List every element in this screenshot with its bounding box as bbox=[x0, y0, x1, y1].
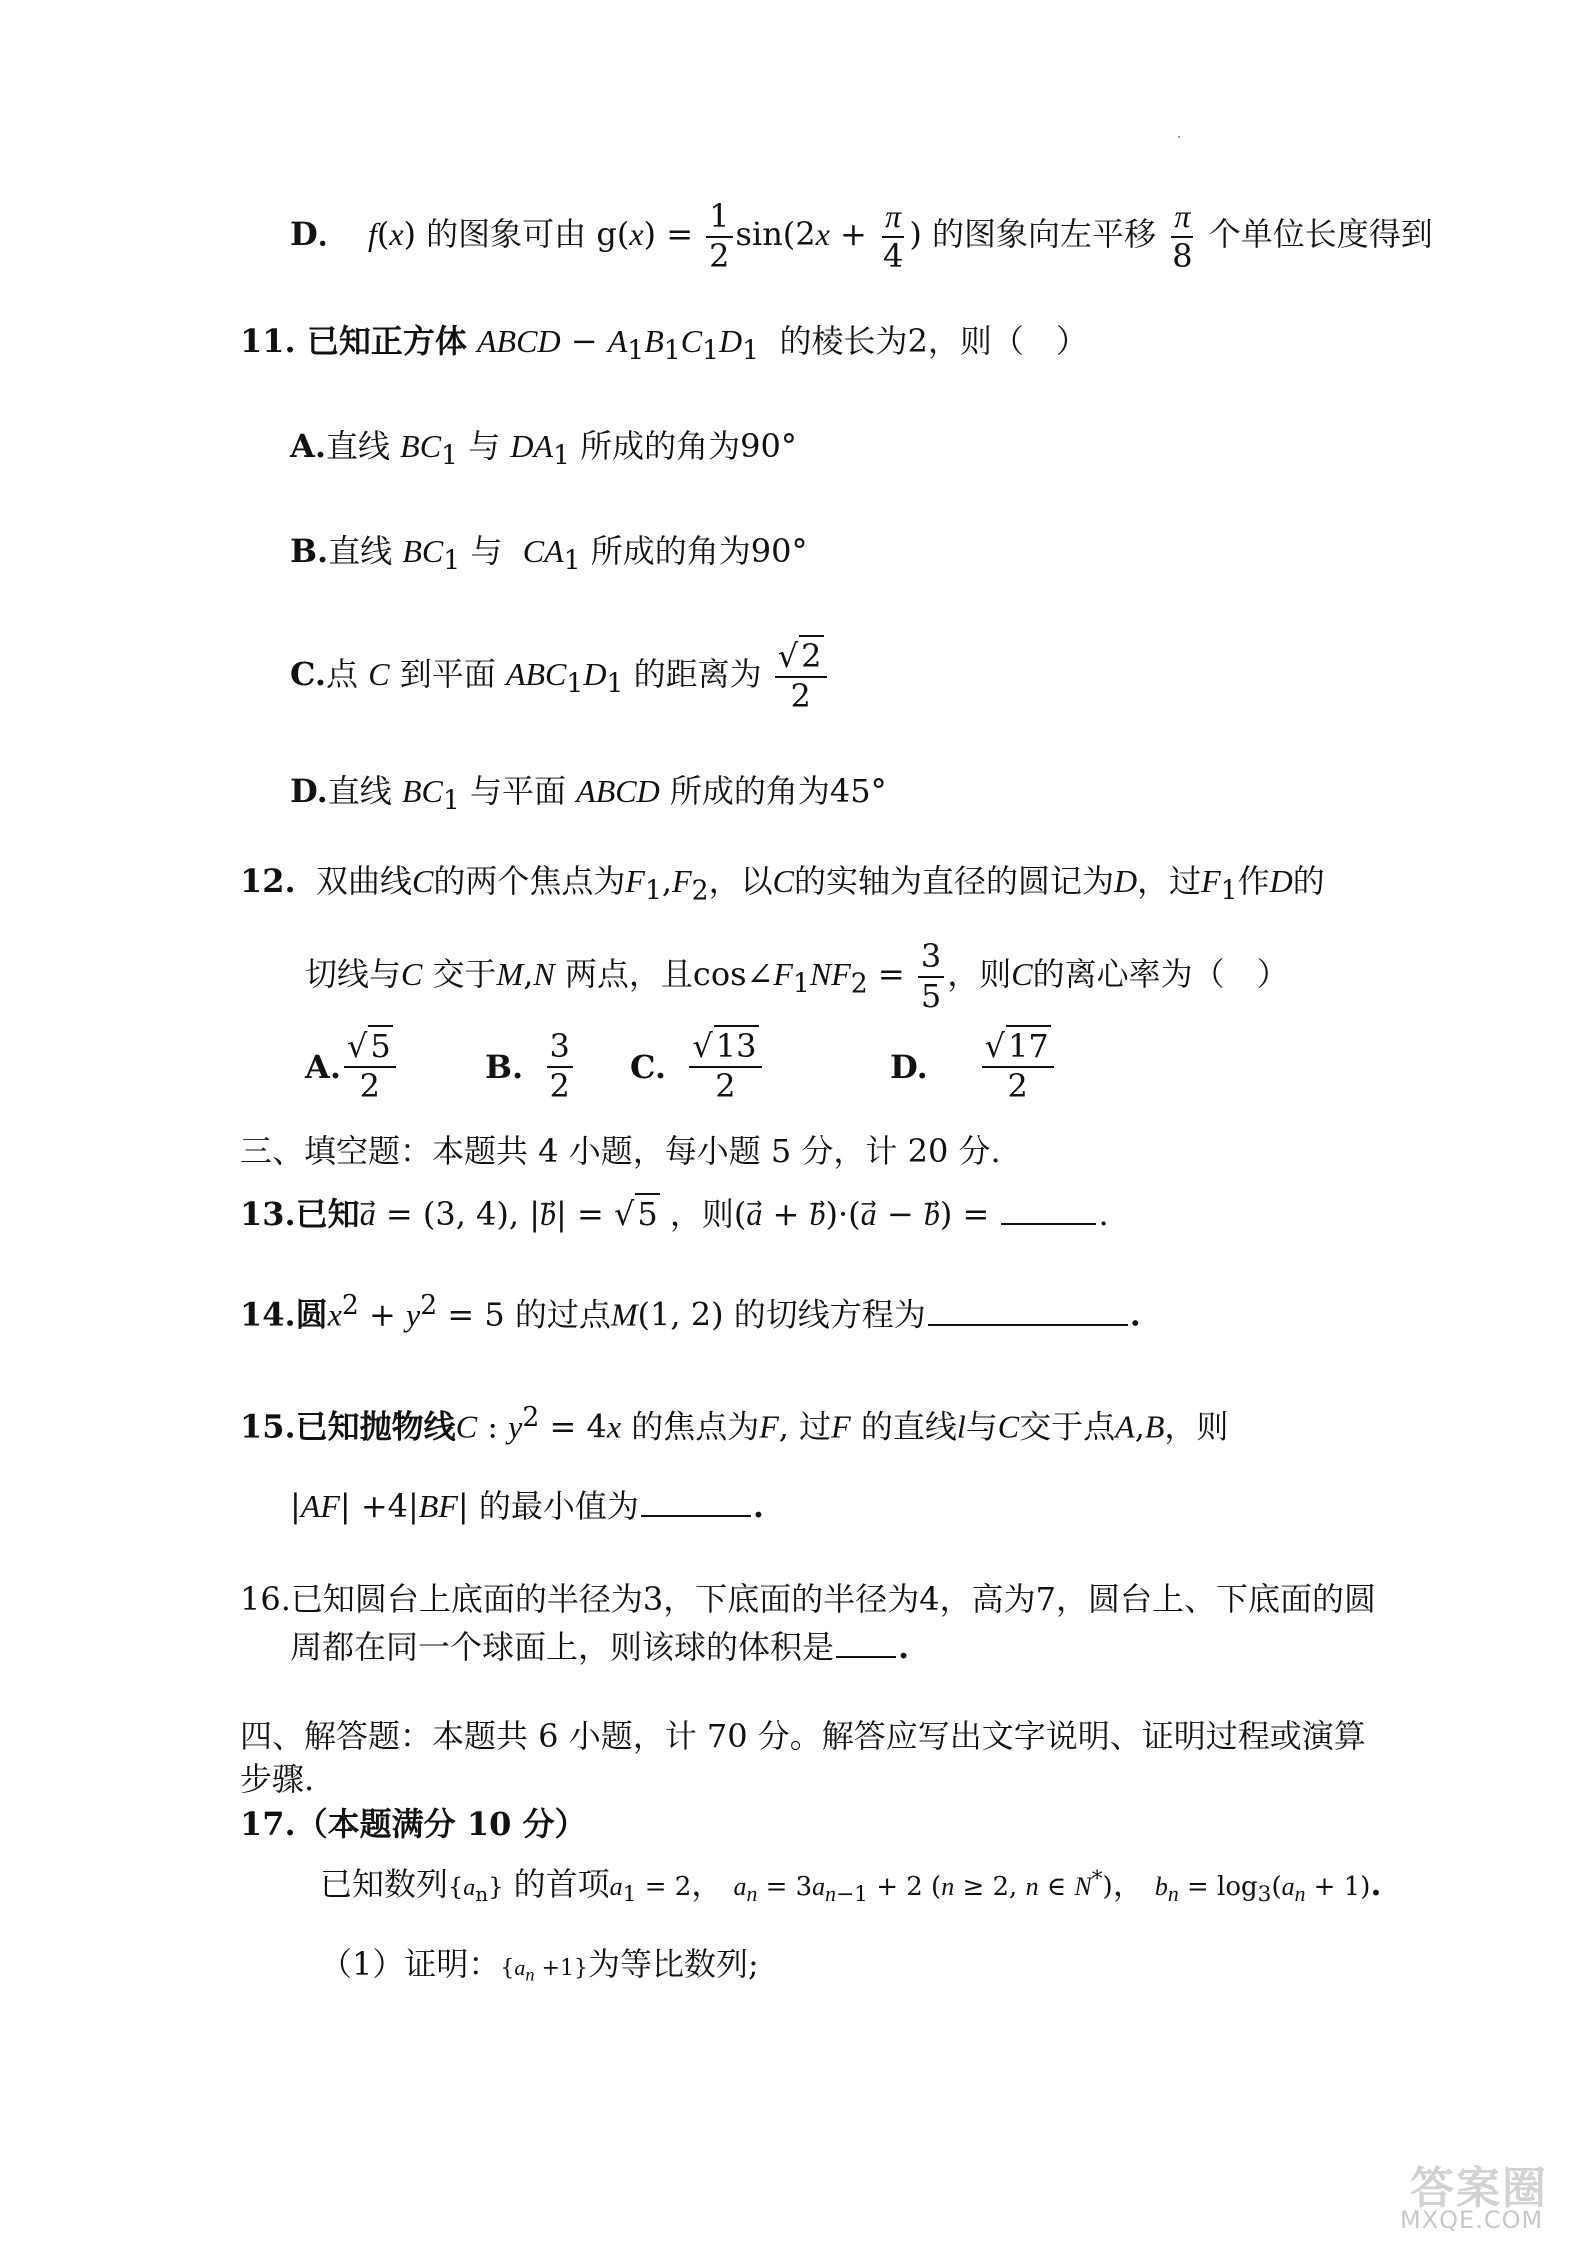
text: 所成的角为45° bbox=[669, 772, 887, 810]
text: 11. 已知正方体 bbox=[240, 322, 467, 360]
q11-option-a: A.直线 $BC_1$ 与 $DA_1$ 所成的角为90° bbox=[290, 427, 797, 472]
answer-blank[interactable] bbox=[641, 1487, 751, 1517]
fraction: $\frac{√2}{2}$ bbox=[775, 640, 827, 713]
text: 的过点 bbox=[514, 1295, 611, 1334]
fraction: $\frac{√17}{2}$ bbox=[982, 1030, 1054, 1103]
q12-option-a bbox=[305, 1027, 399, 1105]
question-number: 12. bbox=[240, 862, 296, 900]
q12-line2: 切线与C 交于M,N 两点，且$\cos\angle F_1NF_2$ = $\frac{3}{5}$ ，则C的离心率为（ ） bbox=[305, 937, 1289, 1015]
section-3-heading: 三、填空题：本题共 4 小题，每小题 5 分，计 20 分. bbox=[240, 1132, 1001, 1170]
q12-option-c bbox=[630, 1027, 765, 1105]
text: 的焦点为 bbox=[631, 1407, 760, 1446]
text: 的直线 bbox=[860, 1407, 957, 1446]
fraction: $\frac{\pi}{4}$ bbox=[883, 198, 904, 275]
text: 所成的角为90° bbox=[580, 427, 797, 465]
text: 的切线方程为 bbox=[733, 1295, 926, 1334]
math: f bbox=[359, 216, 377, 253]
text: 的两个焦点为 bbox=[433, 862, 626, 900]
text: 14.圆 bbox=[240, 1295, 328, 1334]
option-label: C. bbox=[630, 1047, 667, 1086]
q11-stem: 11. 已知正方体 ABCD − $A_1B_1C_1D_1$ 的棱长为2，则（ ） bbox=[240, 322, 1088, 367]
option-label: B. bbox=[290, 532, 329, 570]
q11-option-c: C.点 C 到平面 $ABC_1D_1$ 的距离为 $\frac{√2}{2}$ bbox=[290, 640, 830, 713]
text: 的 bbox=[1292, 862, 1325, 900]
text: 的实轴为直径的圆记为 bbox=[793, 862, 1114, 900]
q14: 14.圆$x^2 + y^2 = 5$ 的过点M(1, 2) 的切线方程为 . bbox=[240, 1290, 1141, 1334]
q17-title: 17.（本题满分 10 分） bbox=[240, 1805, 587, 1843]
q15-line2: |AF| +4|BF| 的最小值为 . bbox=[290, 1487, 764, 1525]
text: ，则 bbox=[947, 955, 1012, 994]
text: 的离心率为（ ） bbox=[1032, 955, 1289, 994]
text: 与 bbox=[470, 532, 503, 570]
text: ，则 bbox=[669, 1195, 734, 1233]
q13: 13.已知a⃗ = (3, 4), |b⃗| = √5 ，则(a⃗ + b⃗)·(a⃗ − b⃗) = . bbox=[240, 1195, 1109, 1233]
text: . bbox=[1129, 1295, 1141, 1334]
answer-blank[interactable] bbox=[836, 1628, 896, 1658]
text: 直线 bbox=[325, 427, 390, 465]
text: 直线 bbox=[328, 532, 393, 570]
watermark-logo: 答案圈 bbox=[1410, 2163, 1548, 2214]
fraction: $\frac{\pi}{8}$ bbox=[1172, 198, 1193, 275]
option-label: D. bbox=[890, 1047, 928, 1086]
text: 的图象可由 bbox=[426, 215, 587, 254]
text: 周都在同一个球面上，则该球的体积是 bbox=[290, 1628, 835, 1666]
text: 两点，且 bbox=[564, 955, 693, 994]
text: 个单位长度得到 bbox=[1208, 215, 1433, 254]
text: 13.已知 bbox=[240, 1195, 360, 1233]
q16-line1: 16.已知圆台上底面的半径为3，下底面的半径为4，高为7，圆台上、下底面的圆 bbox=[240, 1580, 1376, 1618]
q10-option-d: D． f(x) 的图象可由 g(x) = $\frac{1}{2}$ sin(2x + $\frac{\pi}{4}$ ) 的图象向左平移 $\frac{\pi}{8}$ 个单位长度得到 bbox=[290, 197, 1433, 275]
option-label: C. bbox=[290, 655, 327, 694]
option-label: A. bbox=[290, 427, 326, 465]
text: 到平面 bbox=[399, 655, 496, 694]
text: . bbox=[1098, 1195, 1109, 1233]
text: 交于点 bbox=[1019, 1407, 1116, 1446]
text: 的棱长为2，则（ ） bbox=[779, 322, 1088, 360]
text: 的最小值为 bbox=[478, 1487, 639, 1525]
q12-line1: 12. 双曲线C的两个焦点为$F_1,F_2$，以C的实轴为直径的圆记为D，过$F_1$作D的 bbox=[240, 862, 1325, 907]
text: 已知数列 bbox=[320, 1865, 449, 1903]
q16-line2 bbox=[290, 1628, 910, 1666]
watermark-url: MXQE.COM bbox=[1400, 2206, 1544, 2234]
text: 与平面 bbox=[469, 772, 566, 810]
text: ，以 bbox=[708, 862, 773, 900]
q17-stem: 已知数列$\{a_n\}$ 的首项$a_1 = 2$， $a_n = 3a_{n-1} + 2$ (n ≥ 2, n ∈ N*)， $b_n = \log_3(a_n + 1)$. bbox=[320, 1865, 1382, 1908]
answer-blank[interactable] bbox=[1001, 1195, 1096, 1225]
text: 的距离为 bbox=[633, 655, 762, 694]
fraction: $\frac{√5}{2}$ bbox=[344, 1030, 396, 1103]
q15-line1: 15.已知抛物线C : $y^2 = 4x$ 的焦点为F, 过F 的直线l与C交于点A,B，则 bbox=[240, 1402, 1229, 1446]
option-label: D. bbox=[290, 772, 328, 810]
text: 双曲线 bbox=[316, 862, 413, 900]
q12-option-d bbox=[890, 1027, 1057, 1105]
speck bbox=[1178, 136, 1180, 138]
text: ，过 bbox=[1137, 862, 1202, 900]
text: （1）证明： bbox=[320, 1945, 501, 1983]
text: 的首项 bbox=[513, 1865, 610, 1903]
q12-option-b bbox=[485, 1027, 576, 1105]
text: 与 bbox=[965, 1407, 998, 1446]
text: 交于 bbox=[432, 955, 497, 994]
section-4-heading-line1: 四、解答题：本题共 6 小题，计 70 分。解答应写出文字说明、证明过程或演算 bbox=[240, 1717, 1366, 1755]
math: ABCD bbox=[477, 323, 561, 359]
text: 切线与 bbox=[305, 955, 402, 994]
text: 作 bbox=[1237, 862, 1270, 900]
fraction: $\frac{1}{2}$ bbox=[706, 200, 732, 273]
watermark bbox=[1390, 2150, 1570, 2235]
option-label: D． bbox=[290, 215, 350, 254]
fraction: $\frac{3}{2}$ bbox=[547, 1030, 573, 1103]
text: . bbox=[898, 1628, 910, 1666]
text: 为等比数列; bbox=[587, 1945, 759, 1983]
answer-blank[interactable] bbox=[928, 1296, 1128, 1326]
text: ， bbox=[691, 1865, 724, 1903]
fraction: $\frac{3}{5}$ bbox=[918, 940, 944, 1013]
option-label: B. bbox=[485, 1047, 524, 1086]
text: 直线 bbox=[327, 772, 392, 810]
option-label: A. bbox=[305, 1047, 341, 1086]
q17-part1: （1）证明：$\{a_n +1\}$为等比数列; bbox=[320, 1945, 759, 1985]
text: 15.已知抛物线 bbox=[240, 1407, 456, 1446]
q11-option-b: B.直线 $BC_1$ 与 $CA_1$ 所成的角为90° bbox=[290, 532, 808, 577]
text: ， bbox=[1112, 1865, 1145, 1903]
text: 过 bbox=[799, 1407, 832, 1446]
text: . bbox=[752, 1487, 764, 1525]
text: 点 bbox=[326, 655, 359, 694]
section-4-heading-line2: 步骤. bbox=[240, 1760, 315, 1798]
text: 与 bbox=[468, 427, 501, 465]
fraction: $\frac{√13}{2}$ bbox=[689, 1030, 761, 1103]
q11-option-d: D.直线 $BC_1$ 与平面 ABCD 所成的角为45° bbox=[290, 772, 887, 817]
text: ，则 bbox=[1164, 1407, 1229, 1446]
text: 的图象向左平移 bbox=[932, 215, 1157, 254]
text: 所成的角为90° bbox=[590, 532, 808, 570]
